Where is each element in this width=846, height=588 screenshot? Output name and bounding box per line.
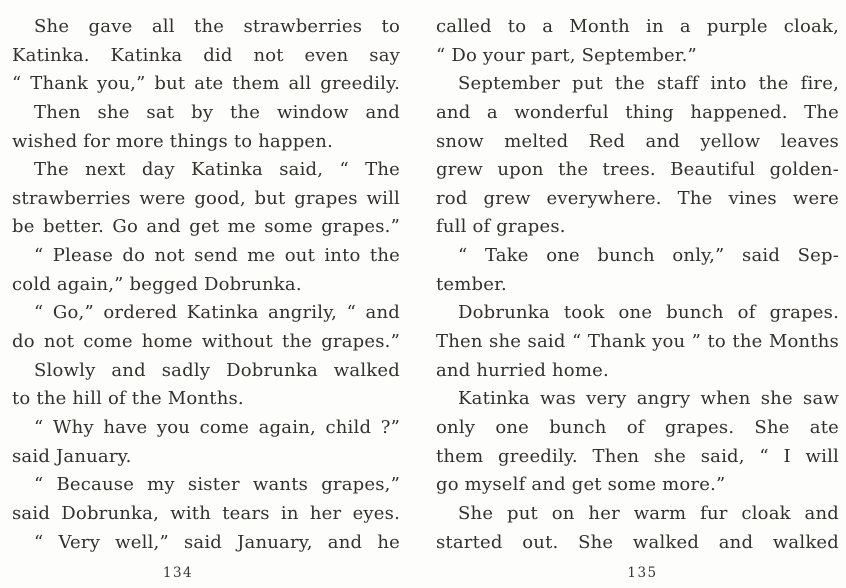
text-line: tember. [436, 273, 507, 295]
text-line: be better. Go and get me some grapes.” [12, 216, 400, 238]
page-135 [436, 13, 839, 581]
text-line: only one bunch of grapes. She ate [436, 416, 839, 438]
text-line: cold again,” begged Dobrunka. [12, 273, 302, 295]
text-line: go myself and get some more.” [436, 474, 726, 496]
text-line: “ Please do not send me out into the [34, 245, 400, 267]
text-line: to the hill of the Months. [12, 388, 244, 410]
text-line: and hurried home. [436, 359, 609, 381]
text-line: called to a Month in a purple cloak, [436, 16, 839, 37]
text-line: said Dobrunka, with tears in her eyes. [12, 502, 400, 524]
page-134 [12, 13, 400, 581]
text-line: grew upon the trees. Beautiful golden- [436, 159, 839, 181]
text-line: “ Do your part, September.” [436, 44, 697, 66]
text-line: said January. [12, 445, 132, 467]
text-line: “ Because my sister wants grapes,” [34, 474, 400, 496]
text-line: them greedily. Then she said, “ I will [436, 445, 839, 467]
page-number: 135 [627, 565, 658, 582]
text-line: do not come home without the grapes.” [12, 331, 400, 353]
text-line: September put the staff into the fire, [458, 73, 839, 95]
page-number: 134 [162, 565, 194, 582]
text-line: rod grew everywhere. The vines were [436, 187, 839, 209]
text-line: strawberries were good, but grapes will [12, 187, 400, 209]
text-line: full of grapes. [436, 216, 566, 238]
text-line: Katinka. Katinka did not even say [12, 44, 400, 66]
text-line: Dobrunka took one bunch of grapes. [458, 302, 839, 324]
text-line: wished for more things to happen. [12, 130, 333, 152]
text-line: “ Go,” ordered Katinka angrily, “ and [34, 302, 400, 324]
text-line: and a wonderful thing happened. The [436, 101, 839, 123]
text-line: “ Why have you come again, child ?” [34, 416, 400, 438]
text-line: The next day Katinka said, “ The [34, 159, 400, 181]
text-line: Slowly and sadly Dobrunka walked [34, 359, 400, 381]
text-line: started out. She walked and walked [436, 531, 839, 553]
text-line: She put on her warm fur cloak and [458, 502, 839, 524]
text-line: Katinka was very angry when she saw [458, 388, 839, 410]
text-line: She gave all the strawberries to [34, 16, 400, 37]
text-line: “ Thank you,” but ate them all greedily. [12, 73, 400, 95]
text-line: snow melted Red and yellow leaves [436, 130, 839, 152]
text-line: Then she said “ Thank you ” to the Months [436, 331, 839, 353]
text-line: “ Very well,” said January, and he [34, 531, 400, 553]
text-line: “ Take one bunch only,” said Sep- [458, 245, 839, 267]
text-line: Then she sat by the window and [34, 101, 400, 123]
